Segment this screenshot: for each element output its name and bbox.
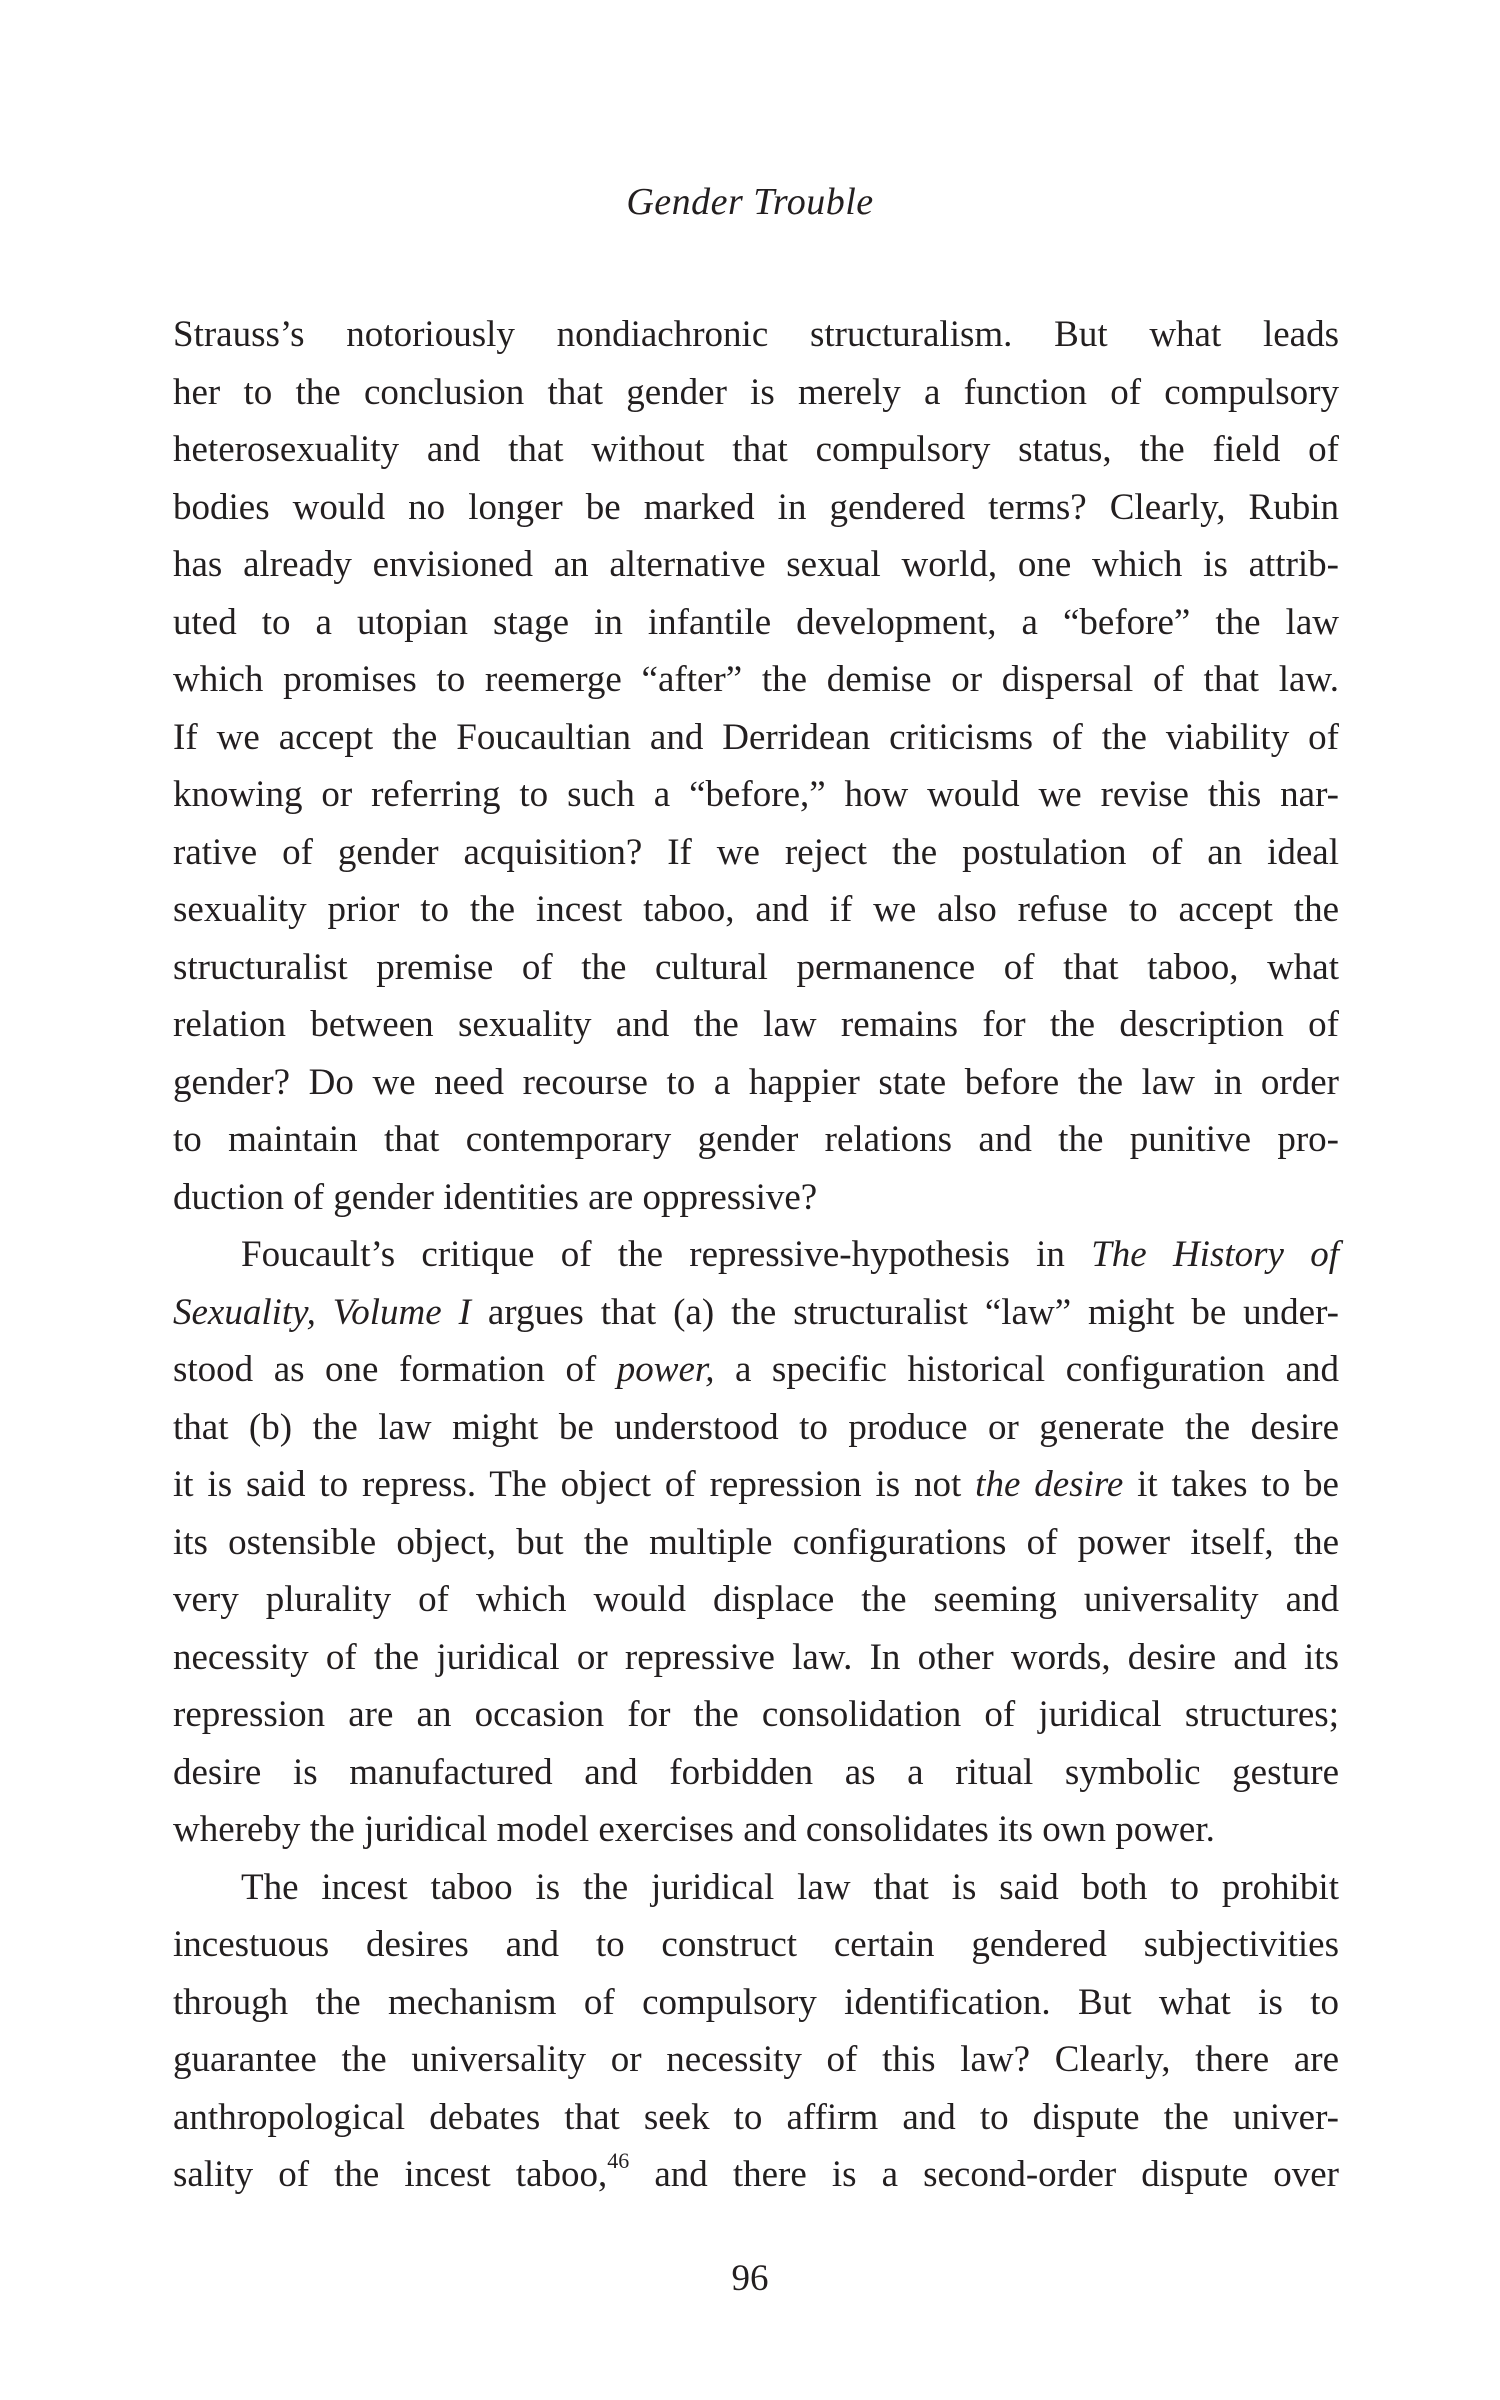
- body-text: [173, 306, 1339, 2204]
- text-line: gender? Do we need recourse to a happier state before the law in order: [173, 1061, 1339, 1103]
- text-run: it takes to be: [1123, 1464, 1339, 1505]
- text-run: Foucault’s critique of the repressive-hypothesis in: [241, 1234, 1092, 1275]
- text-line: bodies would no longer be marked in gendered terms? Clearly, Rubin: [173, 486, 1339, 528]
- text-line: rative of gender acquisition? If we reject the postulation of an ideal: [173, 831, 1339, 873]
- book-title-italic: The History of: [1091, 1234, 1340, 1275]
- book-title-italic: Sexuality, Volume I: [173, 1291, 471, 1333]
- text-line: knowing or referring to such a “before,” how would we revise this nar-: [173, 774, 1339, 815]
- emphasis-italic: the desire: [975, 1464, 1124, 1505]
- text-line: [173, 2146, 1339, 2204]
- text-line: [173, 1284, 1339, 1342]
- text-run: a specific historical configuration and: [714, 1349, 1339, 1390]
- text-line: If we accept the Foucaultian and Derridean criticisms of the viability of: [173, 716, 1339, 758]
- text-line: its ostensible object, but the multiple configurations of power itself, the: [173, 1521, 1339, 1563]
- paragraph-first-line: [173, 1226, 1339, 1284]
- text-line: to maintain that contemporary gender relations and the punitive pro-: [173, 1119, 1339, 1160]
- text-line: which promises to reemerge “after” the demise or dispersal of that law.: [173, 659, 1339, 700]
- page-number: 96: [731, 2258, 769, 2299]
- text-line: sexuality prior to the incest taboo, and if we also refuse to accept the: [173, 889, 1339, 930]
- text-line: very plurality of which would displace the seeming universality and: [173, 1579, 1339, 1620]
- text-line: desire is manufactured and forbidden as a ritual symbolic gesture: [173, 1751, 1339, 1793]
- text-line: her to the conclusion that gender is merely a function of compulsory: [173, 371, 1339, 413]
- text-line: heterosexuality and that without that compulsory status, the field of: [173, 429, 1339, 470]
- text-line: relation between sexuality and the law remains for the description of: [173, 1004, 1339, 1045]
- text-run: stood as one formation of: [173, 1349, 617, 1390]
- text-line: incestuous desires and to construct certain gendered subjectivities: [173, 1924, 1339, 1965]
- text-line: Strauss’s notoriously nondiachronic structuralism. But what leads: [173, 314, 1339, 355]
- text-line: has already envisioned an alternative sexual world, one which is attrib-: [173, 544, 1339, 585]
- text-run: it is said to repress. The object of repression is not: [173, 1464, 976, 1505]
- paragraph-last-line: whereby the juridical model exercises and consolidates its own power.: [173, 1809, 1215, 1850]
- text-line: guarantee the universality or necessity of this law? Clearly, there are: [173, 2039, 1339, 2080]
- text-line: repression are an occasion for the consolidation of juridical structures;: [173, 1694, 1339, 1735]
- running-head: Gender Trouble: [626, 181, 874, 223]
- footnote-marker: 46: [607, 2148, 630, 2173]
- emphasis-italic: power,: [616, 1349, 715, 1390]
- text-run: and there is a second-order dispute over: [629, 2154, 1339, 2195]
- paragraph-first-line: The incest taboo is the juridical law that is said both to prohibit: [241, 1866, 1339, 1908]
- paragraph-last-line: duction of gender identities are oppressive?: [173, 1176, 818, 1218]
- text-line: [173, 1341, 1339, 1399]
- text-line: that (b) the law might be understood to produce or generate the desire: [173, 1406, 1339, 1448]
- text-run: sality of the incest taboo,: [173, 2154, 608, 2195]
- text-line: anthropological debates that seek to affirm and to dispute the univer-: [173, 2096, 1339, 2138]
- text-line: uted to a utopian stage in infantile development, a “before” the law: [173, 601, 1339, 643]
- text-line: necessity of the juridical or repressive law. In other words, desire and its: [173, 1636, 1339, 1678]
- text-run: argues that (a) the structuralist “law” might be under-: [470, 1291, 1340, 1333]
- text-line: through the mechanism of compulsory identification. But what is to: [173, 1981, 1339, 2023]
- text-line: structuralist premise of the cultural permanence of that taboo, what: [173, 946, 1339, 988]
- text-line: [173, 1456, 1339, 1514]
